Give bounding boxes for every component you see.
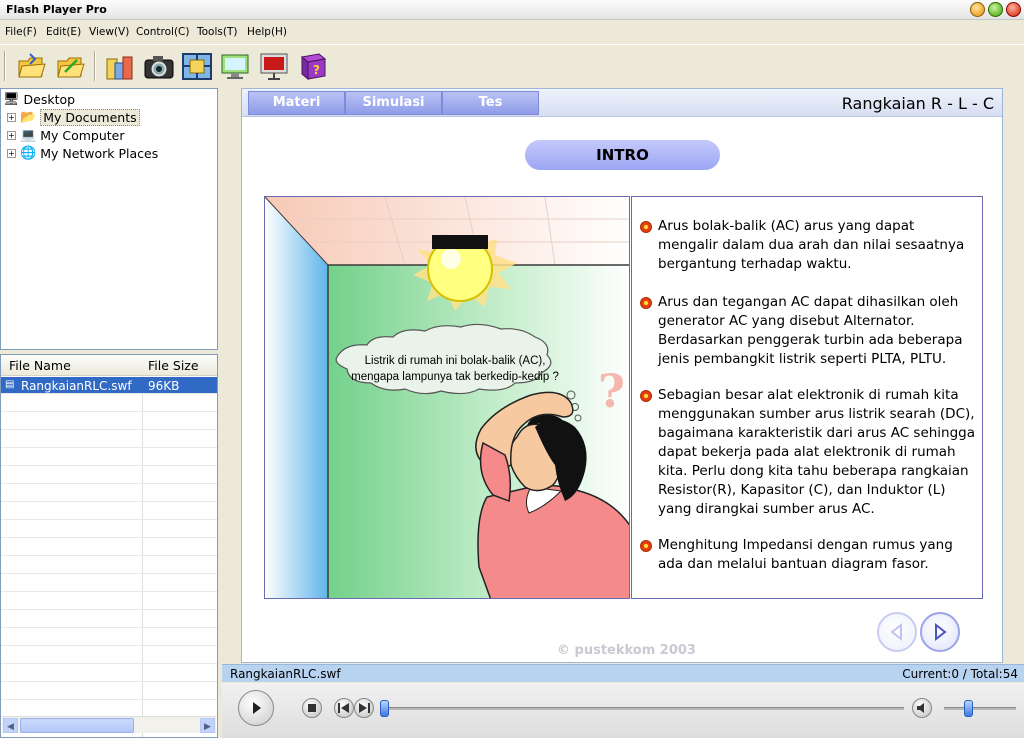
- previous-frame-button[interactable]: [334, 698, 354, 718]
- menu-control[interactable]: Control(C): [136, 26, 190, 38]
- tree-item-my-network-places[interactable]: [7, 145, 158, 161]
- minimize-button[interactable]: [970, 2, 985, 17]
- room-illustration: [265, 197, 630, 599]
- speech-line-2: mengapa lampunya tak berkedip-kedip ?: [351, 371, 559, 383]
- toolbar-separator: [94, 51, 96, 81]
- stop-icon: [307, 703, 317, 713]
- menu-edit[interactable]: Edit(E): [46, 26, 82, 38]
- empty-row: [1, 539, 218, 556]
- tree-item-label: Desktop: [23, 91, 76, 107]
- empty-row: [1, 647, 218, 664]
- tree-item-label: My Documents: [40, 109, 139, 126]
- menu-file[interactable]: File(F): [5, 26, 37, 38]
- seek-track[interactable]: [384, 707, 904, 710]
- empty-row: [1, 485, 218, 502]
- stage-title: Rangkaian R - L - C: [841, 94, 994, 113]
- expand-icon[interactable]: +: [8, 112, 15, 122]
- menu-view[interactable]: View(V): [89, 26, 130, 38]
- pane-splitter[interactable]: [218, 88, 222, 738]
- folder-icon: 📂: [20, 109, 37, 125]
- empty-row: [1, 449, 218, 466]
- arrow-left-icon: [888, 623, 906, 641]
- speech-line-1: Listrik di rumah ini bolak-balik (AC),: [364, 355, 546, 367]
- copyright-text: © pustekkom 2003: [557, 643, 696, 658]
- arrow-right-icon: [931, 623, 949, 641]
- menu-tools[interactable]: Tools(T): [197, 26, 238, 38]
- column-header-file-size[interactable]: File Size: [148, 358, 199, 373]
- empty-row: [1, 683, 218, 700]
- bullet-text: Arus dan tegangan AC dapat dihasilkan oleh generator AC yang disebut Alternator. Berdasarkan penggerak turbin ada beberapa jenis pembangkit listrik seperti PLTA, PLTU.: [658, 294, 963, 367]
- playback-controls: [222, 683, 1024, 738]
- empty-row: [1, 593, 218, 610]
- empty-row: [1, 665, 218, 682]
- empty-row: [1, 521, 218, 538]
- menu-bar: [0, 24, 1024, 42]
- empty-row: [1, 395, 218, 412]
- speaker-icon: [916, 702, 928, 714]
- illustration: [264, 196, 630, 599]
- empty-row: [1, 575, 218, 592]
- maximize-button[interactable]: [988, 2, 1003, 17]
- status-bar: [222, 664, 1024, 682]
- empty-row: [1, 611, 218, 628]
- stop-button[interactable]: [302, 698, 322, 718]
- rewind-icon: [338, 703, 350, 713]
- intro-text-panel: [631, 196, 983, 599]
- file-list-header: [1, 355, 218, 376]
- tree-item-label: My Computer: [40, 127, 125, 143]
- playlist-icon[interactable]: [102, 49, 136, 83]
- tab-materi[interactable]: Materi: [248, 91, 345, 115]
- file-name: RangkaianRLC.swf: [21, 379, 132, 393]
- network-icon: 🌐: [20, 145, 37, 161]
- tree-item-label: My Network Places: [40, 145, 159, 161]
- empty-row: [1, 557, 218, 574]
- bullet-icon: [640, 390, 652, 402]
- title-bar: [0, 0, 1024, 20]
- presentation-icon[interactable]: [257, 49, 291, 83]
- volume-slider[interactable]: [964, 700, 973, 717]
- frame-counter: Current:0 / Total:54: [902, 667, 1018, 681]
- app-title: Flash Player Pro: [6, 3, 107, 16]
- file-row[interactable]: [1, 377, 218, 394]
- tree-item-my-computer[interactable]: [7, 127, 124, 143]
- toolbar-grip: [4, 51, 6, 81]
- bullet-icon: [640, 297, 652, 309]
- swf-file-icon: ▤: [5, 379, 15, 390]
- tab-tes[interactable]: Tes: [442, 91, 539, 115]
- bullet-text: Menghitung Impedansi dengan rumus yang ada dan melalui bantuan diagram fasor.: [658, 537, 953, 572]
- folder-tree: [0, 88, 218, 350]
- stage-nav-bar: [242, 89, 1002, 117]
- empty-row: [1, 629, 218, 646]
- empty-row: [1, 431, 218, 448]
- flash-stage: [241, 88, 1003, 663]
- desktop-icon: 🖥: [3, 91, 20, 107]
- fit-screen-icon[interactable]: [180, 49, 214, 83]
- bullet-text: Sebagian besar alat elektronik di rumah kita menggunakan sumber arus listrik searah (DC), bagaimana karakteristik dari arus AC sehingga dapat bekerja pada alat elektronik di rumah kita. Perlu dong kita tahu beberapa rangkaian Resistor(R), Kapasitor (C), dan Induktor (L) yang dirangkai sumber arus AC.: [658, 387, 976, 517]
- tree-item-desktop[interactable]: [3, 91, 75, 107]
- bullet-icon: [640, 221, 652, 233]
- bullet-text: Arus bolak-balik (AC) arus yang dapat mengalir dalam dua arah dan nilai sesaatnya bergantung terhadap waktu.: [658, 218, 965, 272]
- status-filename: RangkaianRLC.swf: [230, 667, 341, 681]
- scroll-thumb[interactable]: [20, 718, 134, 733]
- question-mark-icon: ?: [598, 364, 625, 418]
- close-button[interactable]: [1006, 2, 1021, 17]
- menu-help[interactable]: Help(H): [247, 26, 288, 38]
- play-button[interactable]: [238, 690, 274, 726]
- help-book-icon[interactable]: [296, 49, 330, 83]
- scroll-left-icon[interactable]: ◀: [3, 718, 18, 733]
- empty-row: [1, 503, 218, 520]
- open-file-icon[interactable]: [14, 49, 48, 83]
- next-frame-button[interactable]: [354, 698, 374, 718]
- svg-text:?: ?: [313, 63, 320, 77]
- expand-icon[interactable]: +: [8, 130, 15, 140]
- bullet-icon: [640, 540, 652, 552]
- fullscreen-icon[interactable]: [218, 49, 252, 83]
- previous-button[interactable]: [877, 612, 917, 652]
- mute-button[interactable]: [912, 698, 932, 718]
- file-size: 96KB: [148, 379, 180, 393]
- horizontal-scrollbar[interactable]: [2, 716, 216, 733]
- volume-track[interactable]: [944, 707, 1016, 710]
- scroll-right-icon[interactable]: ▶: [200, 718, 215, 733]
- play-icon: [248, 700, 264, 716]
- next-button[interactable]: [920, 612, 960, 652]
- column-header-file-name[interactable]: File Name: [9, 358, 71, 373]
- tab-simulasi[interactable]: Simulasi: [345, 91, 442, 115]
- expand-icon[interactable]: +: [8, 148, 15, 158]
- camera-icon[interactable]: [142, 49, 176, 83]
- empty-row: [1, 413, 218, 430]
- seek-slider[interactable]: [380, 700, 389, 717]
- open-folder-icon[interactable]: [53, 49, 87, 83]
- toolbar: [0, 44, 1024, 88]
- computer-icon: 💻: [20, 127, 37, 143]
- file-list: [0, 354, 218, 738]
- empty-row: [1, 467, 218, 484]
- tree-item-my-documents[interactable]: [7, 109, 140, 125]
- intro-badge: INTRO: [525, 140, 720, 170]
- forward-icon: [358, 703, 370, 713]
